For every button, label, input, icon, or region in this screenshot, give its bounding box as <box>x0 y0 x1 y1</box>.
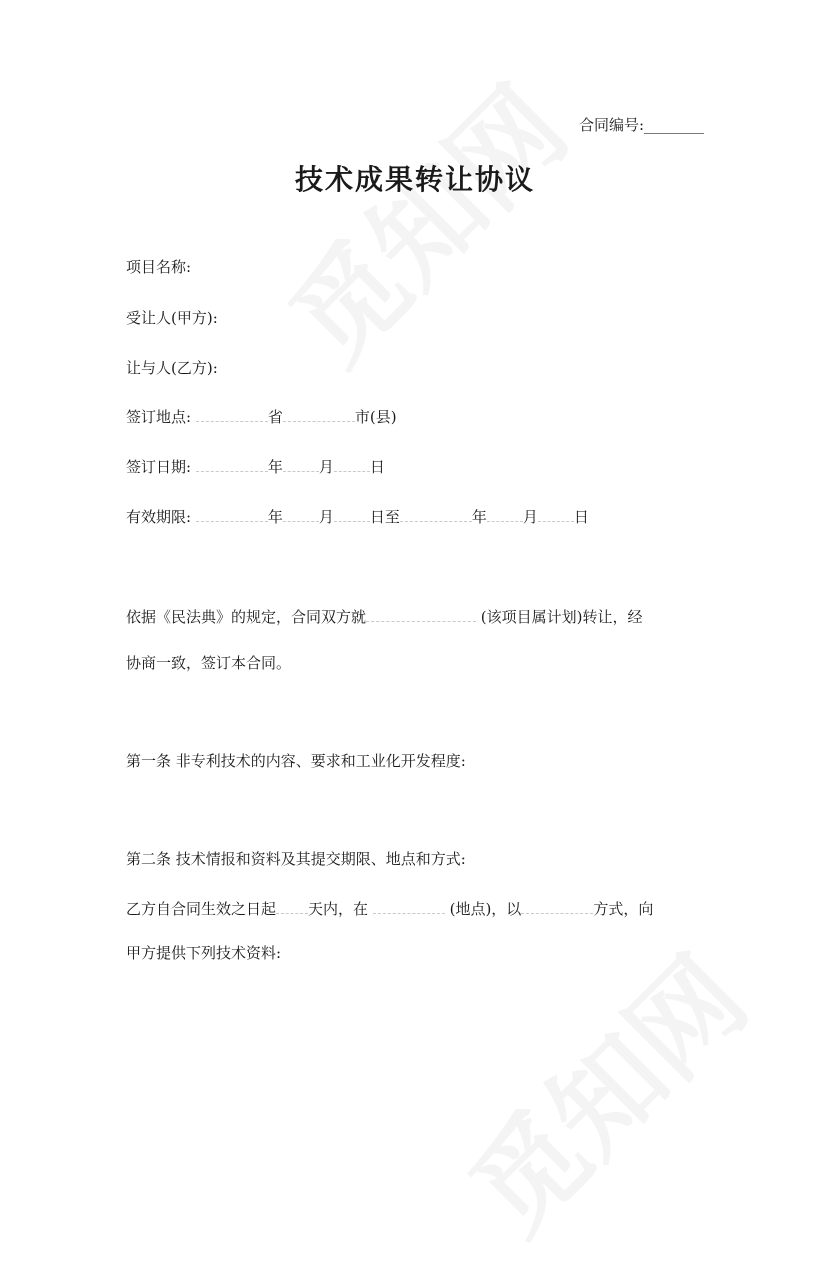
signing-place-label: 签订地点: <box>126 408 192 426</box>
start-year-blank[interactable] <box>196 507 268 522</box>
end-day-blank[interactable] <box>538 507 574 522</box>
article-2-text: 第二条 技术情报和资料及其提交期限、地点和方式: <box>126 850 466 868</box>
day-label: 日 <box>573 508 589 526</box>
signing-date-label: 签订日期: <box>126 458 192 476</box>
year-label: 年 <box>267 458 283 476</box>
assignor-line <box>126 357 218 378</box>
start-day-blank[interactable] <box>334 507 370 522</box>
year-blank[interactable] <box>196 457 268 472</box>
project-blank[interactable] <box>366 607 476 622</box>
month-label: 月 <box>318 458 334 476</box>
intro-paragraph-line1 <box>126 606 643 627</box>
article-2-body-line1 <box>126 898 653 919</box>
validity-line <box>126 506 589 527</box>
month-label: 月 <box>522 508 538 526</box>
method-blank[interactable] <box>521 899 593 914</box>
contract-number: 合同编号:________ <box>578 116 704 134</box>
day-label: 日 <box>369 458 385 476</box>
assignee-line <box>126 307 218 328</box>
assignor-label: 让与人(乙方): <box>126 359 218 377</box>
month-blank[interactable] <box>283 457 319 472</box>
article-2-heading <box>126 848 466 869</box>
day-blank[interactable] <box>334 457 370 472</box>
project-name-line <box>126 256 191 277</box>
article-1-heading <box>126 750 466 771</box>
signing-place-line <box>126 406 397 427</box>
article-2-body-line2 <box>126 942 281 963</box>
year-label: 年 <box>471 508 487 526</box>
assignee-label: 受让人(甲方): <box>126 309 218 327</box>
watermark <box>250 47 595 392</box>
start-month-blank[interactable] <box>283 507 319 522</box>
project-name-label: 项目名称: <box>126 258 192 276</box>
city-label: 市(县) <box>354 408 397 426</box>
article-2-body-text: 乙方自合同生效之日起 <box>126 900 277 918</box>
article-2-body-text: (地点)，以 <box>449 900 522 918</box>
watermark <box>430 917 775 1262</box>
document-title: 技术成果转让协议 <box>294 163 535 196</box>
intro-paragraph-line2 <box>126 652 291 673</box>
city-blank[interactable] <box>283 407 355 422</box>
article-2-body-text: 甲方提供下列技术资料: <box>126 944 282 962</box>
location-blank[interactable] <box>373 899 445 914</box>
article-1-text: 第一条 非专利技术的内容、要求和工业化开发程度: <box>126 752 466 770</box>
article-2-body-text: 天内，在 <box>308 900 369 918</box>
days-blank[interactable] <box>276 899 308 914</box>
intro-text: 依据《民法典》的规定，合同双方就 <box>126 608 367 626</box>
article-2-body-text: 方式，向 <box>593 900 654 918</box>
year-label: 年 <box>267 508 283 526</box>
end-year-blank[interactable] <box>400 507 472 522</box>
signing-date-line <box>126 456 385 477</box>
intro-text: (该项目属计划)转让，经 <box>480 608 643 626</box>
province-blank[interactable] <box>196 407 268 422</box>
intro-text: 协商一致，签订本合同。 <box>126 654 292 672</box>
end-month-blank[interactable] <box>487 507 523 522</box>
day-to-label: 日至 <box>369 508 400 526</box>
validity-label: 有效期限: <box>126 508 192 526</box>
month-label: 月 <box>318 508 334 526</box>
province-label: 省 <box>267 408 283 426</box>
